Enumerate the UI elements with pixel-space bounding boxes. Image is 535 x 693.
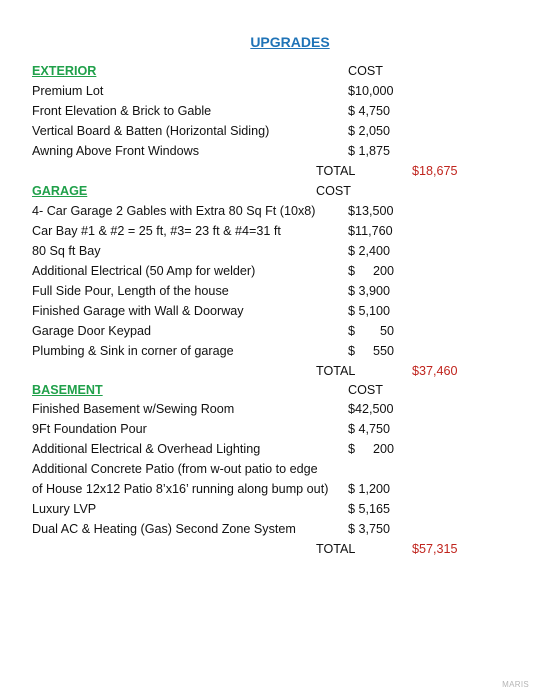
item-label: Additional Concrete Patio (from w-out patio to edge	[32, 462, 318, 476]
section-heading: GARAGE	[32, 184, 88, 198]
line-item: Luxury LVP $ 5,165	[0, 499, 535, 519]
total-value: $57,315	[412, 542, 458, 556]
item-label: Premium Lot	[32, 84, 104, 98]
cost-header: COST	[316, 184, 351, 198]
line-item: 9Ft Foundation Pour $ 4,750	[0, 419, 535, 439]
total-value: $18,675	[412, 164, 458, 178]
item-label: 4- Car Garage 2 Gables with Extra 80 Sq Ft (10x8)	[32, 204, 316, 218]
line-item: Finished Basement w/Sewing Room $42,500	[0, 399, 535, 419]
item-label: 80 Sq ft Bay	[32, 244, 101, 258]
line-item: Full Side Pour, Length of the house $ 3,900	[0, 281, 535, 301]
item-label: Front Elevation & Brick to Gable	[32, 104, 212, 118]
item-label: Finished Basement w/Sewing Room	[32, 402, 235, 416]
item-label: Vertical Board & Batten (Horizontal Siding)	[32, 124, 270, 138]
item-label: Plumbing & Sink in corner of garage	[32, 344, 234, 358]
item-label: Luxury LVP	[32, 502, 97, 516]
item-label: Awning Above Front Windows	[32, 144, 200, 158]
line-item: Vertical Board & Batten (Horizontal Siding) $ 2,050	[0, 121, 535, 141]
item-label: 9Ft Foundation Pour	[32, 422, 147, 436]
line-item	[0, 459, 535, 479]
line-item: Additional Electrical (50 Amp for welder) $ 200	[0, 261, 535, 281]
line-item: 80 Sq ft Bay $ 2,400	[0, 241, 535, 261]
section-total-exterior	[0, 161, 535, 181]
item-label: Additional Electrical (50 Amp for welder)	[32, 264, 256, 278]
line-item: Front Elevation & Brick to Gable $ 4,750	[0, 101, 535, 121]
total-value: $37,460	[412, 364, 458, 378]
total-label: TOTAL	[316, 542, 356, 556]
line-item: Dual AC & Heating (Gas) Second Zone System $ 3,750	[0, 519, 535, 539]
line-item: 4- Car Garage 2 Gables with Extra 80 Sq Ft (10x8) $13,500	[0, 201, 535, 221]
line-item: Additional Electrical & Overhead Lighting $ 200	[0, 439, 535, 459]
line-item: Premium Lot $10,000	[0, 81, 535, 101]
item-label: Full Side Pour, Length of the house	[32, 284, 229, 298]
section-total-garage	[0, 361, 535, 381]
line-item: Car Bay #1 & #2 = 25 ft, #3= 23 ft & #4=31 ft $11,760	[0, 221, 535, 241]
line-item: of House 12x12 Patio 8’x16’ running along bump out) $ 1,200	[0, 479, 535, 499]
section-header-garage	[0, 181, 535, 201]
item-label: of House 12x12 Patio 8’x16’ running along bump out)	[32, 482, 329, 496]
section-header-exterior	[0, 61, 535, 81]
section-heading: BASEMENT	[32, 383, 103, 397]
item-label: Garage Door Keypad	[32, 324, 152, 338]
line-item: Awning Above Front Windows $ 1,875	[0, 141, 535, 161]
cost-header: COST	[348, 383, 383, 397]
line-item: Garage Door Keypad $ 50	[0, 321, 535, 341]
section-heading: EXTERIOR	[32, 64, 97, 78]
line-item: Finished Garage with Wall & Doorway $ 5,100	[0, 301, 535, 321]
line-item: Plumbing & Sink in corner of garage $ 550	[0, 341, 535, 361]
item-label: Additional Electrical & Overhead Lighting	[32, 442, 261, 456]
item-label: Car Bay #1 & #2 = 25 ft, #3= 23 ft & #4=31 ft	[32, 224, 281, 238]
total-label: TOTAL	[316, 164, 356, 178]
item-label: Finished Garage with Wall & Doorway	[32, 304, 244, 318]
page-title: UPGRADES	[250, 34, 330, 50]
item-label: Dual AC & Heating (Gas) Second Zone System	[32, 522, 296, 536]
watermark: MARIS	[502, 680, 529, 689]
section-total-basement	[0, 539, 535, 559]
cost-header: COST	[348, 64, 383, 78]
total-label: TOTAL	[316, 364, 356, 378]
section-header-basement	[0, 380, 535, 400]
